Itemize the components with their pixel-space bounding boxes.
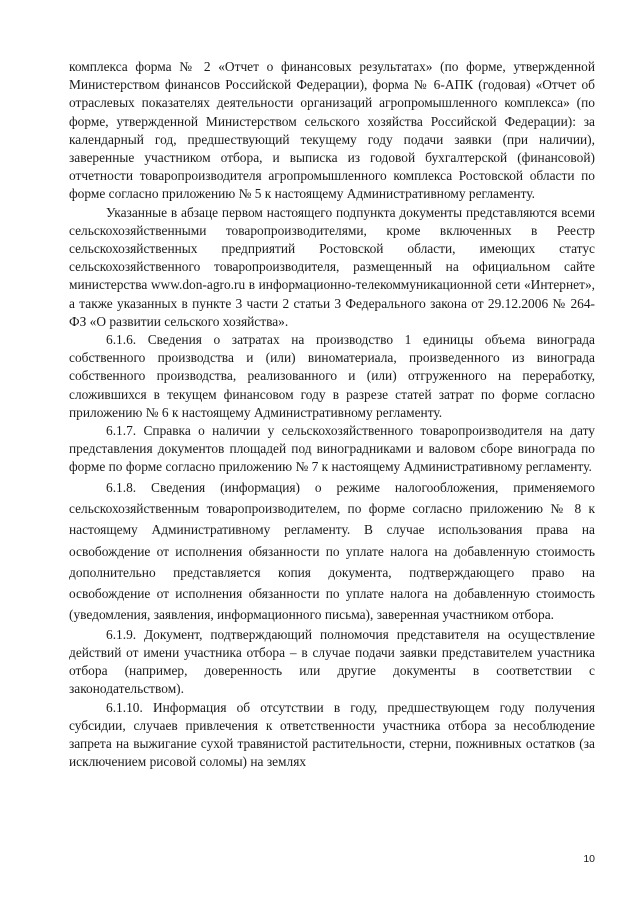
paragraph-6-1-10: 6.1.10. Информация об отсутствии в году, предшествующем году получения субсидии, случаев привлечения к ответственности участника отбора за несоблюдение запрета на выжигание сухой травянистой растительности, стерни, пожнивных остатков (за исключением рисовой соломы) на землях [69, 699, 595, 770]
paragraph-6-1-6: 6.1.6. Сведения о затратах на производство 1 единицы объема винограда собственного производства и (или) виноматериала, произведенного из винограда собственного производства, реализованного и (или) отгруженного на переработку, сложившихся в текущем финансовом году в разрезе статей затрат по форме согласно приложению № 6 к настоящему Административному регламенту. [69, 332, 595, 420]
paragraph-6-1-9: 6.1.9. Документ, подтверждающий полномочия представителя на осуществление действий от имени участника отбора – в случае подачи заявки представителем участника отбора (например, доверенность или другие документы в соответствии с законодательством). [69, 626, 595, 697]
paragraph-6-1-8: 6.1.8. Сведения (информация) о режиме налогообложения, применяемого сельскохозяйственным товаропроизводителем, по форме согласно приложению № 8 к настоящему Административному регламенту. В случае использования права на освобождение от исполнения обязанности по уплате налога на добавленную стоимость дополнительно представляется копия документа, подтверждающего право на освобождение от исполнения обязанности по уплате налога на добавленную стоимость (уведомления, заявления, информационного письма), заверенная участником отбора. [69, 479, 595, 623]
page-number: 10 [583, 853, 595, 865]
paragraph-indicated-documents: Указанные в абзаце первом настоящего подпункта документы представляются всеми сельскохозяйственными товаропроизводителями, кроме включенных в Реестр сельскохозяйственных предприятий Ростовской области, имеющих статус сельскохозяйственного товаропроизводителя, размещенный на официальном сайте министерства www.don-agro.ru в информационно-телекоммуникационной сети «Интернет», а также указанных в пункте 3 части 2 статьи 3 Федерального закона от 29.12.2006 № 264-ФЗ «О развитии сельского хозяйства». [69, 204, 595, 329]
document-body [69, 58, 595, 771]
paragraph-continuation: комплекса форма № 2 «Отчет о финансовых результатах» (по форме, утвержденной Министерством финансов Российской Федерации), форма № 6-АПК (годовая) «Отчет об отраслевых показателях деятельности организаций агропромышленного комплекса» (по форме, утвержденной Министерством сельского хозяйства Российской Федерации): за календарный год, предшествующий текущему году подачи заявки (при наличии), заверенные участником отбора, и выписка из годовой бухгалтерской (финансовой) отчетности товаропроизводителя агропромышленного комплекса Ростовской области по форме согласно приложению № 5 к настоящему Административному регламенту. [69, 59, 595, 202]
paragraph-6-1-7: 6.1.7. Справка о наличии у сельскохозяйственного товаропроизводителя на дату представления документов площадей под виноградниками и валовом сборе винограда по форме по форме согласно приложению № 7 к настоящему Административному регламенту. [69, 423, 595, 475]
